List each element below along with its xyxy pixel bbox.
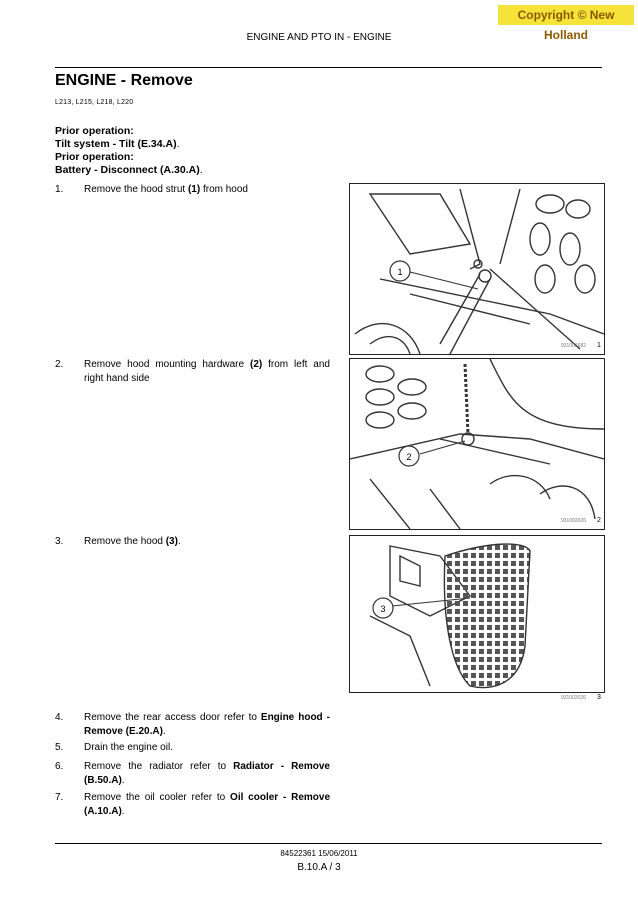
figure-id: 931001682 <box>561 343 587 349</box>
step-text: Remove the oil cooler refer to Oil cooler - Remove (A.10.A). <box>84 792 331 817</box>
hood-mounting-hardware-illustration <box>350 359 604 529</box>
page-header-title: ENGINE AND PTO IN - ENGINE <box>246 32 392 43</box>
prior-operation-label-1: Prior operation: <box>55 125 134 137</box>
figure-id: 931002026 <box>561 518 587 524</box>
figure-callout: 2 <box>406 452 412 462</box>
header-rule <box>55 67 602 68</box>
footer-page-number: B.10.A / 3 <box>297 862 341 873</box>
step-text: Remove the hood (3). <box>84 536 181 547</box>
step-number: 1. <box>55 184 64 195</box>
step-number: 5. <box>55 742 64 753</box>
figure-callout: 3 <box>380 604 386 614</box>
prior-operation-end-2: . <box>199 164 203 176</box>
footer-document-id: 84522361 15/06/2011 <box>280 849 358 858</box>
footer-rule <box>55 843 602 844</box>
section-title: ENGINE - Remove <box>55 72 193 89</box>
step-text: Remove hood mounting hardware (2) from left and right hand side <box>84 359 330 384</box>
figure-1 <box>349 183 605 355</box>
copyright-badge: Copyright © New Holland <box>498 5 634 25</box>
step-number: 3. <box>55 536 64 547</box>
step-number: 7. <box>55 792 64 803</box>
figure-2 <box>349 358 605 530</box>
step-text: Remove the radiator refer to Radiator - Remove (B.50.A). <box>84 761 330 786</box>
model-list: L213, L215, L218, L220 <box>55 99 134 106</box>
step-text: Drain the engine oil. <box>84 742 173 753</box>
hood-illustration <box>350 536 604 692</box>
prior-operation-link-2[interactable]: Battery - Disconnect (A.30.A) <box>55 164 200 176</box>
step-number: 4. <box>55 712 64 723</box>
figure-id: 931002026 <box>561 695 587 701</box>
step-number: 6. <box>55 761 64 772</box>
figure-number: 3 <box>597 694 601 701</box>
prior-operation-label-2: Prior operation: <box>55 151 134 163</box>
step-text: Remove the rear access door refer to Engine hood - Remove (E.20.A). <box>84 712 330 737</box>
figure-callout: 1 <box>397 267 403 277</box>
prior-operation-end-1: . <box>176 138 180 150</box>
step-text: Remove the hood strut (1) from hood <box>84 184 248 195</box>
prior-operation-2 <box>55 164 203 176</box>
prior-operation-link-1[interactable]: Tilt system - Tilt (E.34.A) <box>55 138 177 150</box>
hood-strut-illustration <box>350 184 604 354</box>
figure-number: 2 <box>597 517 601 524</box>
figure-number: 1 <box>597 342 601 349</box>
prior-operation-1 <box>55 138 179 150</box>
step-number: 2. <box>55 359 64 370</box>
figure-3 <box>349 535 605 693</box>
